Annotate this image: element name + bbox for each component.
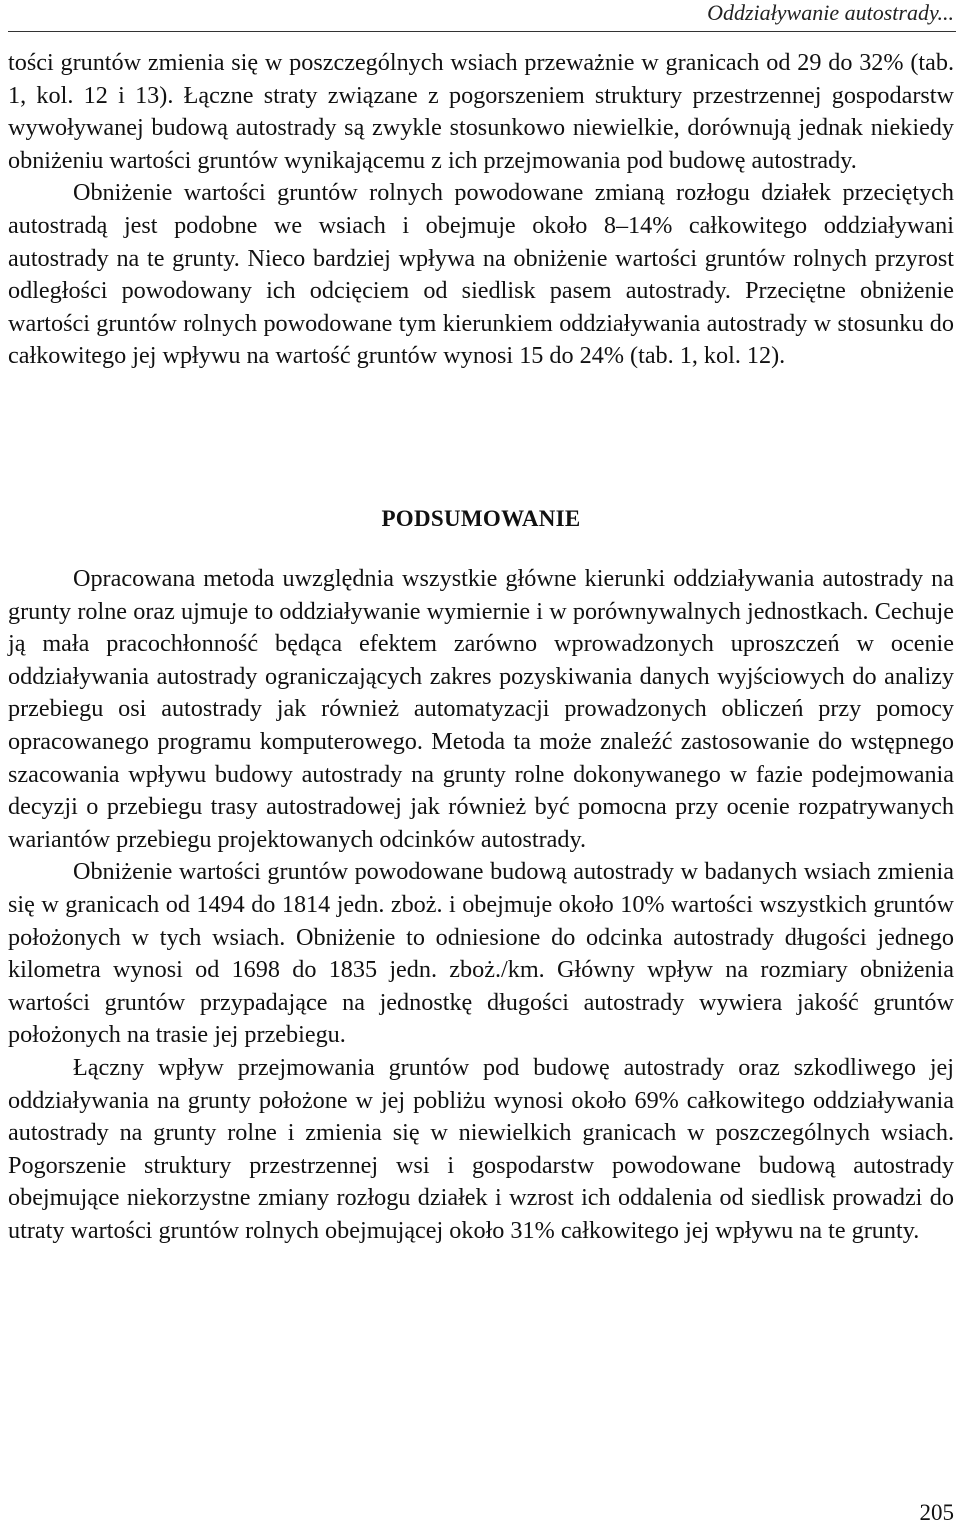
paragraph: Łączny wpływ przejmowania gruntów pod budowę autostrady oraz szkodliwego jej oddziaływania na grunty położone w jej pobliżu wynosi około 69% całkowitego oddziaływania autostrady na grunty rolne i zmienia się w niewielkich granicach w poszczególnych wsiach. Pogorszenie struktury przestrzennej wsi i gospodarstw powodowane budową autostrady obejmujące niekorzystne zmiany rozłogu działek i wzrost ich oddalenia od siedlisk prowadzi do utraty wartości gruntów rolnych obejmującej około 31% całkowitego jej wpływu na te grunty. xyxy=(8,1053,954,1244)
section-heading: PODSUMOWANIE xyxy=(381,506,581,531)
paragraph: Opracowana metoda uwzględnia wszystkie główne kierunki oddziaływania autostrady na grunty rolne oraz ujmuje to oddziaływanie wymiernie i w porównywalnych jednostkach. Cechuje ją mała pracochłonność będąca efektem zarówno wprowadzonych uproszczeń w ocenie oddziaływania autostrady ograniczających zakres pozyskiwania danych wyjściowych do analizy przebiegu osi autostrady jak również automatyzacji prowadzonych obliczeń przy pomocy opracowanego programu komputerowego. Metoda ta może znaleźć zastosowanie do wstępnego szacowania wpływu budowy autostrady na grunty rolne dokonywanego w fazie podejmowania decyzji o przebiegu trasy autostradowej jak również być pomocna przy ocenie rozpatrywanych wariantów przebiegu projektowanych odcinków autostrady. xyxy=(8,565,954,853)
page-number: 205 xyxy=(919,1500,954,1525)
running-header: Oddziaływanie autostrady... xyxy=(707,0,954,25)
paragraph: Obniżenie wartości gruntów powodowane budową autostrady w badanych wsiach zmienia się w granicach od 1494 do 1814 jedn. zboż. i obejmuje około 10% wartości wszystkich gruntów położonych w tych wsiach. Obniżenie to odniesione do odcinka autostrady długości jednego kilometra wynosi od 1698 do 1835 jedn. zboż./km. Główny wpływ na rozmiary obniżenia wartości gruntów przypadające na jednostkę długości autostrady wywiera jakość gruntów położonych na trasie jej przebiegu. xyxy=(8,858,954,1049)
header-divider xyxy=(8,31,956,32)
summary-text-block xyxy=(8,563,954,1247)
paragraph-continuation: tości gruntów zmienia się w poszczególnych wsiach przeważnie w granicach od 29 do 32% (tab. 1, kol. 12 i 13). Łączne straty związane z pogorszeniem struktury przestrzennej gospodarstw wywoływanej budową autostrady są zwykle stosunkowo niewielkie, dorównują jednak niekiedy obniżeniu wartości gruntów wynikającemu z ich przejmowania pod budowę autostrady. xyxy=(8,49,954,174)
paragraph: Obniżenie wartości gruntów rolnych powodowane zmianą rozłogu działek przeciętych autostradą jest podobne we wsiach i obejmuje około 8–14% całkowitego oddziaływani autostrady na te grunty. Nieco bardziej wpływa na obniżenie wartości gruntów rolnych przyrost odległości powodowany ich odcięciem od siedlisk pasem autostrady. Przeciętne obniżenie wartości gruntów rolnych powodowane tym kierunkiem oddziaływania autostrady w stosunku do całkowitego jej wpływu na wartość gruntów wynosi 15 do 24% (tab. 1, kol. 12). xyxy=(8,179,954,370)
top-text-block xyxy=(8,47,954,373)
